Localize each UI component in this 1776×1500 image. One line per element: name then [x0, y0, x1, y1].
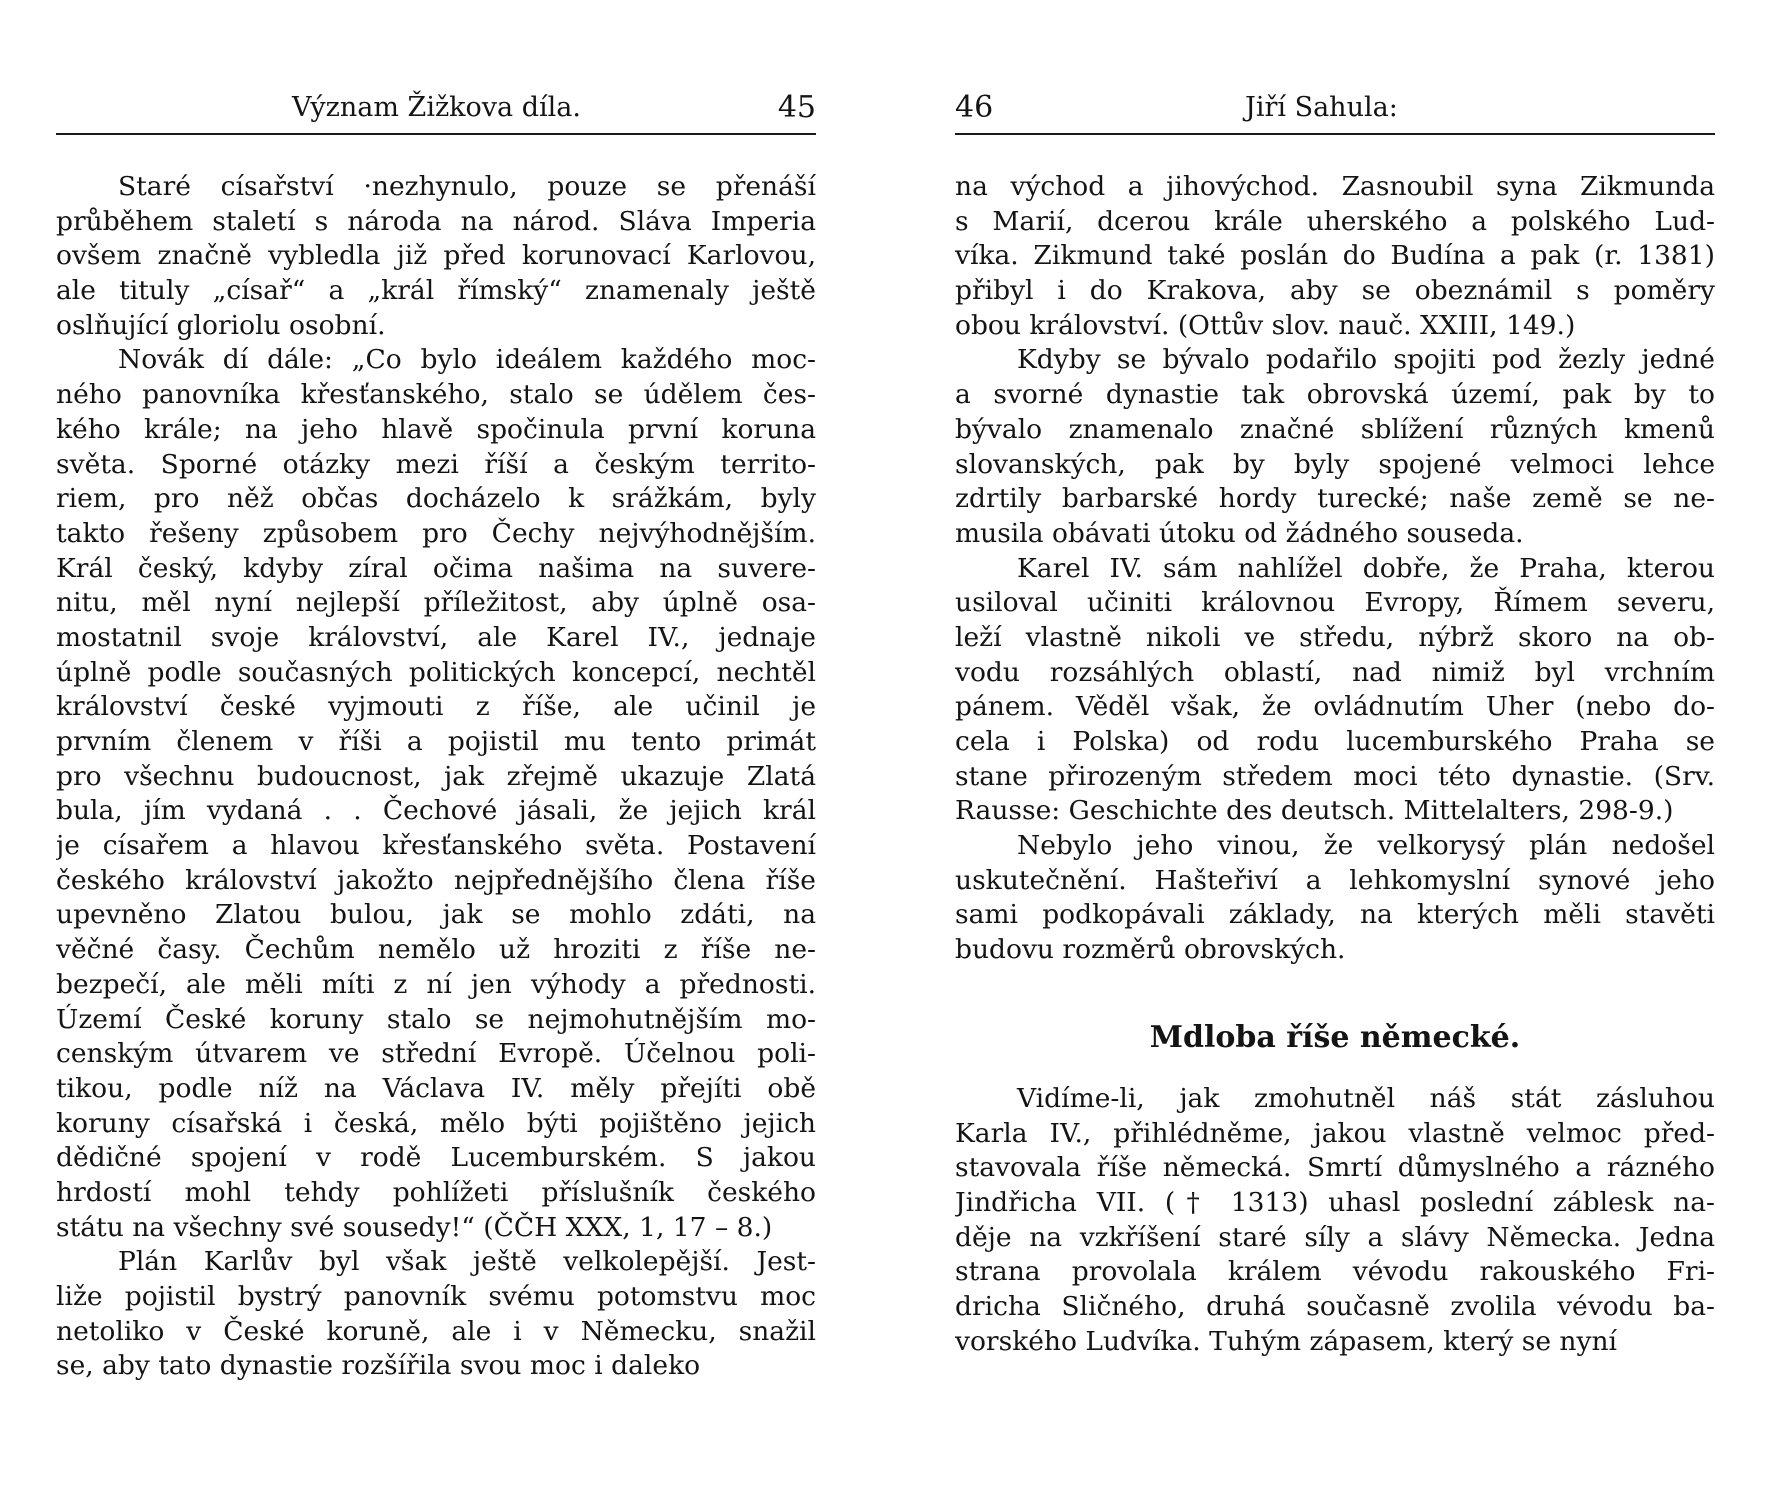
right-text-before-heading	[955, 170, 1715, 968]
text-line: bývalo znamenalo značné sblížení různých kmenů	[955, 413, 1715, 445]
text-line: nitu, měl nyní nejlepší příležitost, aby úplně osa-	[56, 587, 816, 619]
text-line: na východ a jihovýchod. Zasnoubil syna Zikmunda	[955, 171, 1715, 202]
text-line: liže pojistil bystrý panovník svému potomstvu moc	[56, 1281, 816, 1312]
text-line: a svorné dynastie tak obrovská území, pak by to	[955, 379, 1715, 411]
text-line: stane přirozeným středem moci této dynastie. (Srv.	[955, 760, 1715, 792]
text-line: Plán Karlův byl však ještě velkolepější. Jest-	[118, 1246, 816, 1278]
text-line: vodu rozsáhlých oblastí, nad nimiž byl vrchním	[955, 656, 1715, 688]
text-line: průběhem staletí s národa na národ. Sláva Imperia	[56, 205, 816, 237]
right-header-rule	[955, 133, 1715, 135]
text-line: stavovala říše německá. Smrtí důmyslného a rázného	[955, 1152, 1715, 1184]
text-line: děje na vzkříšení staré síly a slávy Německa. Jedna	[955, 1221, 1715, 1253]
left-body-text	[56, 170, 816, 1384]
text-line: koruny císařská i česká, mělo býti pojištěno jejich	[56, 1107, 816, 1139]
text-line: slovanských, pak by byly spojené velmoci lehce	[955, 448, 1715, 480]
text-line: cenským útvarem ve střední Evropě. Účelnou poli-	[56, 1038, 816, 1070]
left-page-number: 45	[777, 90, 816, 125]
text-line: Kdyby se bývalo podařilo spojiti pod žezly jedné	[1017, 344, 1715, 376]
text-line: strana provolala králem vévodu rakouského Fri-	[955, 1256, 1715, 1288]
text-line: ovšem značně vybledla již před korunovací Karlovou,	[56, 240, 816, 272]
text-line: Staré císařství ·nezhynulo, pouze se přenáší	[118, 171, 816, 202]
right-text-after-heading	[955, 1082, 1715, 1360]
text-line: usiloval učiniti královnou Evropy, Římem severu,	[955, 587, 1715, 619]
text-line: českého království jakožto nejpřednějšího člena říše	[56, 864, 816, 896]
right-running-head	[955, 88, 1715, 128]
text-line: Král český, kdyby zíral očima našima na suvere-	[56, 552, 816, 584]
text-line: uskutečnění. Hašteřiví a lehkomyslní synové jeho	[955, 864, 1715, 896]
text-line: pro všechnu budoucnost, jak zřejmě ukazuje Zlatá	[56, 760, 816, 792]
text-line: věčné časy. Čechům nemělo už hroziti z říše ne-	[56, 934, 816, 966]
text-line: bezpečí, ale měli míti z ní jen výhody a přednosti.	[56, 968, 816, 1000]
text-line: tikou, podle níž na Václava IV. měly přejíti obě	[56, 1072, 816, 1104]
right-body-text	[955, 170, 1715, 1359]
text-line: státu na všechny své sousedy!“ (ČČH XXX, 1, 17 – 8.)	[56, 1211, 773, 1243]
text-line: hrdostí mohl tehdy pohlížeti příslušník českého	[56, 1176, 816, 1208]
text-line: ale tituly „císař“ a „král římský“ znamenaly ještě	[56, 275, 816, 307]
text-line: musila obávati útoku od žádného souseda.	[955, 517, 1524, 549]
text-line: prvním členem v říši a pojistil mu tento primát	[56, 726, 816, 757]
text-line: se, aby tato dynastie rozšířila svou moc i daleko	[56, 1350, 701, 1382]
text-line: mostatnil svoje království, ale Karel IV., jednaje	[56, 621, 816, 653]
text-line: ného panovníka křesťanského, stalo se údělem čes-	[56, 379, 816, 411]
left-header-rule	[56, 133, 816, 135]
text-line: světa. Sporné otázky mezi říší a českým territo-	[56, 448, 816, 480]
text-line: kého krále; na jeho hlavě spočinula první koruna	[56, 413, 816, 445]
text-line: víka. Zikmund také poslán do Budína a pak (r. 1381)	[955, 240, 1715, 272]
text-line: riem, pro něž občas docházelo k srážkám, byly	[56, 483, 816, 515]
text-line: dricha Sličného, druhá současně zvolila vévodu ba-	[955, 1290, 1715, 1322]
text-line: leží vlastně nikoli ve středu, nýbrž skoro na ob-	[955, 621, 1715, 653]
right-running-title: Jiří Sahula:	[1245, 92, 1398, 123]
right-page-number: 46	[955, 90, 994, 125]
section-heading: Mdloba říše německé.	[1149, 1019, 1521, 1055]
text-line: upevněno Zlatou bulou, jak se mohlo zdáti, na	[56, 899, 816, 931]
text-line: sami podkopávali základy, na kterých měli stavěti	[955, 899, 1715, 931]
text-line: Novák dí dále: „Co bylo ideálem každého moc-	[118, 344, 816, 376]
text-line: budovu rozměrů obrovských.	[955, 934, 1346, 966]
text-line: cela i Polska) od rodu lucemburského Praha se	[955, 726, 1715, 757]
text-line: zdrtily barbarské hordy turecké; naše země se ne-	[955, 483, 1715, 515]
text-line: oslňující gloriolu osobní.	[56, 309, 386, 341]
text-line: království české vyjmouti z říše, ale učinil je	[56, 691, 816, 723]
text-line: Karla IV., přihlédněme, jakou vlastně velmoc před-	[955, 1117, 1715, 1149]
text-line: Vidíme-li, jak zmohutněl náš stát zásluhou	[1017, 1082, 1715, 1114]
text-line: je císařem a hlavou křesťanského světa. Postavení	[56, 830, 816, 862]
text-line: Nebylo jeho vinou, že velkorysý plán nedošel	[1017, 830, 1715, 862]
text-line: dědičné spojení v rodě Lucemburském. S jakou	[56, 1142, 816, 1174]
text-line: s Marií, dcerou krále uherského a polského Lud-	[955, 205, 1715, 237]
text-line: Jindřicha VII. († 1313) uhasl poslední záblesk na-	[955, 1186, 1715, 1218]
text-line: úplně podle současných politických koncepcí, nechtěl	[56, 656, 816, 688]
text-line: pánem. Věděl však, že ovládnutím Uher (nebo do-	[955, 691, 1715, 723]
text-line: takto řešeny způsobem pro Čechy nejvýhodnějším.	[56, 517, 816, 549]
left-running-head	[56, 88, 816, 128]
text-line: Karel IV. sám nahlížel dobře, že Praha, kterou	[1017, 552, 1715, 584]
text-line: přibyl i do Krakova, aby se obeznámil s poměry	[955, 275, 1715, 307]
left-running-title: Význam Žižkova díla.	[292, 92, 581, 123]
text-line: netoliko v České koruně, ale i v Německu, snažil	[56, 1315, 816, 1347]
text-line: Území České koruny stalo se nejmohutnějším mo-	[56, 1003, 816, 1035]
text-line: obou království. (Ottův slov. nauč. XXIII, 149.)	[955, 309, 1576, 341]
text-line: vorského Ludvíka. Tuhým zápasem, který se nyní	[955, 1325, 1618, 1357]
text-line: Rausse: Geschichte des deutsch. Mittelalters, 298-9.)	[955, 795, 1674, 827]
text-line: bula, jím vydaná . . Čechové jásali, že jejich král	[56, 795, 816, 827]
